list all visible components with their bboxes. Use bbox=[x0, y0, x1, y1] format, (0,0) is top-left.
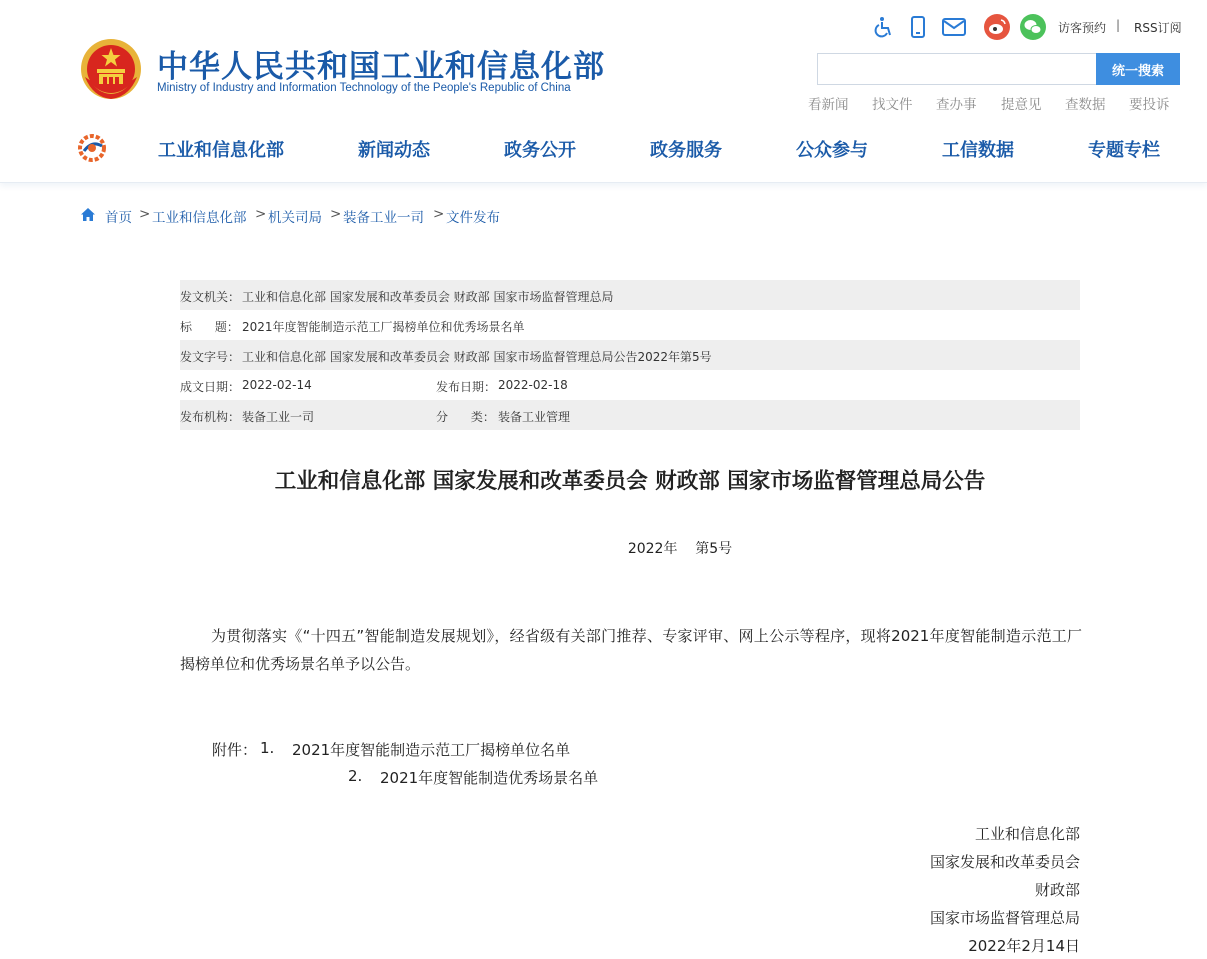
miit-logo-icon[interactable] bbox=[78, 134, 108, 162]
article-number: 2022年 第5号 bbox=[627, 541, 733, 557]
meta-label: 发文机关： bbox=[180, 290, 241, 304]
article-title: 工业和信息化部 国家发展和改革委员会 财政部 国家市场监督管理总局公告 bbox=[274, 469, 986, 494]
attachments-label: 附件： bbox=[212, 741, 258, 759]
national-emblem-icon[interactable] bbox=[79, 37, 143, 101]
meta-row-doc-number bbox=[180, 340, 1080, 370]
header-tools bbox=[870, 13, 1190, 41]
signatory: 财政部 bbox=[1034, 881, 1080, 899]
signatory: 国家发展和改革委员会 bbox=[929, 853, 1080, 871]
meta-row-issuer bbox=[180, 280, 1080, 310]
signatory: 工业和信息化部 bbox=[974, 825, 1080, 843]
site-header bbox=[0, 0, 1207, 183]
meta-label: 发布日期： bbox=[436, 380, 497, 394]
quick-link-feedback[interactable]: 提意见 bbox=[1001, 97, 1042, 113]
quick-link-files[interactable]: 找文件 bbox=[872, 97, 913, 113]
signing-date: 2022年2月14日 bbox=[968, 937, 1080, 955]
meta-value: 2021年度智能制造示范工厂揭榜单位和优秀场景名单 bbox=[242, 320, 525, 334]
meta-label: 发文字号： bbox=[180, 350, 241, 364]
document-meta-table bbox=[180, 280, 1080, 430]
rss-link[interactable]: RSS订阅 bbox=[1134, 21, 1182, 35]
home-icon[interactable] bbox=[80, 207, 96, 222]
quick-link-data[interactable]: 查数据 bbox=[1065, 97, 1106, 113]
mobile-icon[interactable] bbox=[904, 13, 932, 41]
weibo-icon[interactable] bbox=[983, 13, 1011, 41]
meta-value: 工业和信息化部 国家发展和改革委员会 财政部 国家市场监督管理总局 bbox=[242, 290, 614, 304]
site-subtitle: Ministry of Industry and Information Technology of the People's Republic of China bbox=[157, 82, 571, 94]
meta-value: 装备工业管理 bbox=[498, 410, 571, 424]
site-title[interactable]: 中华人民共和国工业和信息化部 bbox=[157, 49, 605, 85]
breadcrumb-separator: > bbox=[330, 206, 342, 222]
article-paragraph: 为贯彻落实《“十四五”智能制造发展规划》，经省级有关部门推荐、专家评审、网上公示等程序，现将2021年度智能制造示范工厂揭榜单位和优秀场景名单予以公告。 bbox=[180, 627, 1082, 673]
meta-label: 标 题： bbox=[180, 320, 239, 334]
meta-value: 2022-02-14 bbox=[242, 378, 312, 392]
breadcrumb-equipment-dept[interactable]: 装备工业一司 bbox=[343, 210, 424, 226]
quick-link-complaint[interactable]: 要投诉 bbox=[1129, 97, 1170, 113]
breadcrumb-home[interactable]: 首页 bbox=[105, 210, 132, 226]
attachment-link-1[interactable]: 2021年度智能制造示范工厂揭榜单位名单 bbox=[292, 741, 571, 759]
wechat-icon[interactable] bbox=[1019, 13, 1047, 41]
accessibility-icon[interactable] bbox=[870, 13, 898, 41]
meta-label: 分 类： bbox=[436, 410, 495, 424]
breadcrumb-departments[interactable]: 机关司局 bbox=[268, 210, 322, 226]
breadcrumb-separator: > bbox=[255, 206, 267, 222]
nav-item-topics[interactable]: 专题专栏 bbox=[1088, 140, 1160, 161]
nav-item-gov-affairs[interactable]: 政务公开 bbox=[504, 140, 576, 161]
breadcrumb-separator: > bbox=[139, 206, 151, 222]
meta-value: 2022-02-18 bbox=[498, 378, 568, 392]
meta-row-org bbox=[180, 400, 1080, 430]
nav-item-news[interactable]: 新闻动态 bbox=[358, 140, 430, 161]
attachment-number: 2. bbox=[348, 767, 363, 785]
signatory: 国家市场监督管理总局 bbox=[929, 909, 1080, 927]
nav-item-data[interactable]: 工信数据 bbox=[942, 140, 1014, 161]
attachment-number: 1. bbox=[260, 739, 275, 757]
meta-label: 成文日期： bbox=[180, 380, 241, 394]
quick-link-services[interactable]: 查办事 bbox=[936, 97, 977, 113]
attachment-link-2[interactable]: 2021年度智能制造优秀场景名单 bbox=[380, 769, 599, 787]
visit-appointment-link[interactable]: 访客预约 bbox=[1058, 21, 1107, 35]
breadcrumb-separator: > bbox=[433, 206, 445, 222]
breadcrumb-ministry[interactable]: 工业和信息化部 bbox=[152, 210, 247, 226]
search-input[interactable] bbox=[817, 53, 1097, 85]
nav-item-ministry[interactable]: 工业和信息化部 bbox=[158, 140, 284, 161]
nav-item-services[interactable]: 政务服务 bbox=[650, 140, 722, 161]
mail-icon[interactable] bbox=[940, 13, 968, 41]
meta-value: 装备工业一司 bbox=[242, 410, 315, 424]
meta-row-dates bbox=[180, 370, 1080, 400]
meta-label: 发布机构： bbox=[180, 410, 241, 424]
tools-separator: | bbox=[1116, 18, 1121, 32]
quick-link-news[interactable]: 看新闻 bbox=[808, 97, 849, 113]
meta-row-title bbox=[180, 310, 1080, 340]
breadcrumb-documents[interactable]: 文件发布 bbox=[446, 210, 500, 226]
nav-item-public[interactable]: 公众参与 bbox=[796, 140, 868, 161]
meta-value: 工业和信息化部 国家发展和改革委员会 财政部 国家市场监督管理总局公告2022年第5号 bbox=[242, 350, 712, 364]
search-button[interactable]: 统一搜索 bbox=[1096, 53, 1180, 85]
